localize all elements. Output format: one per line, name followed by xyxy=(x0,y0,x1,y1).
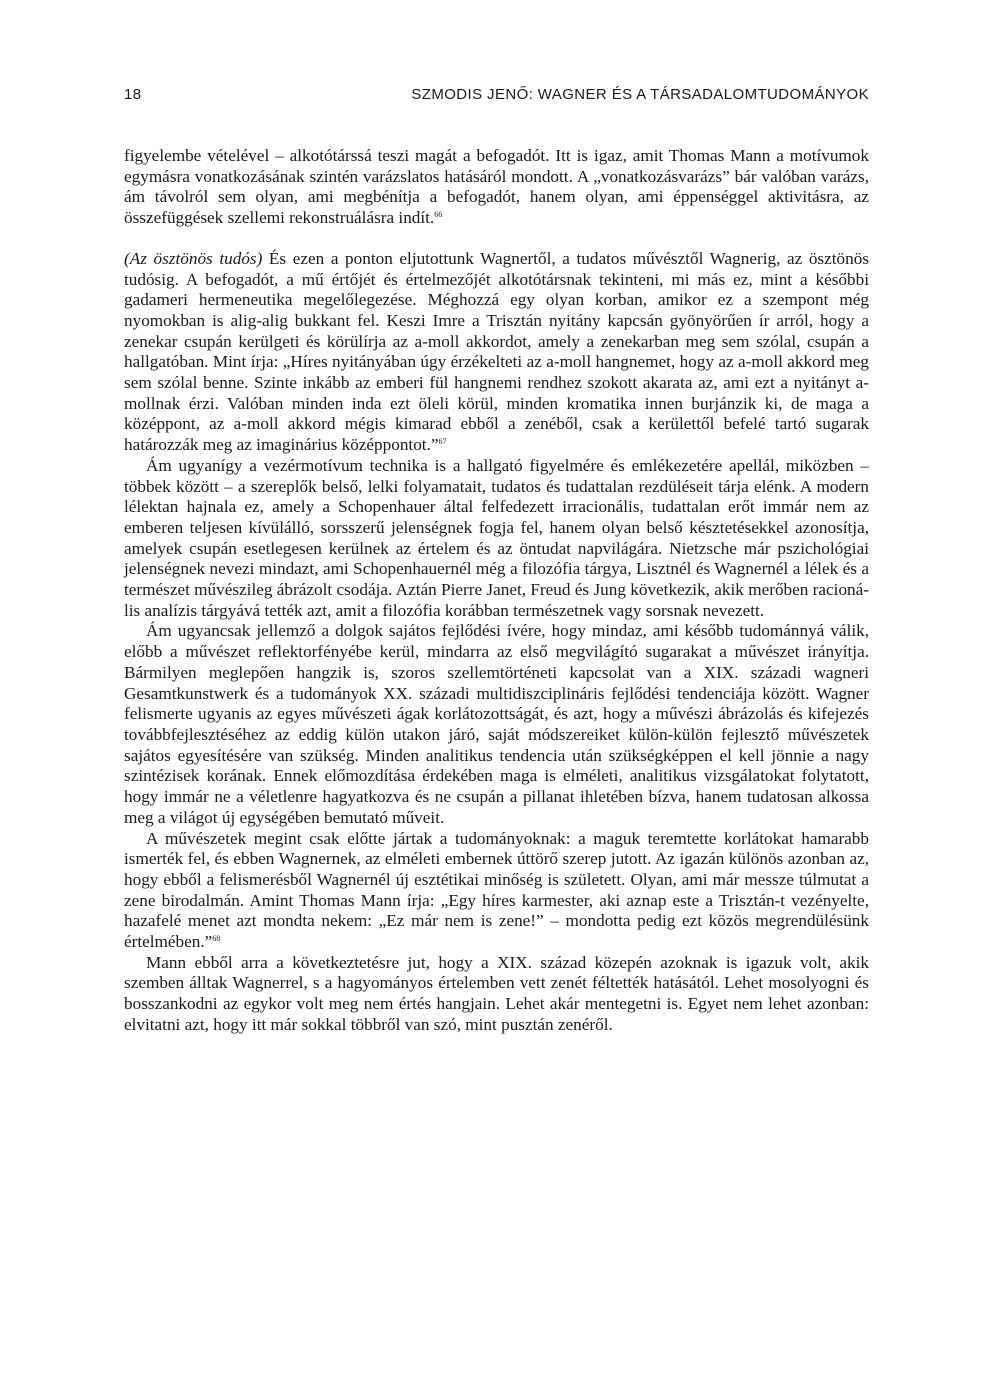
footnote-ref: 66 xyxy=(434,210,443,220)
paragraph xyxy=(124,953,869,1036)
page-number: 18 xyxy=(124,86,142,103)
footnote-ref: 68 xyxy=(212,934,221,944)
page-header xyxy=(124,86,869,108)
paragraph xyxy=(124,621,869,828)
running-head: SZMODIS JENŐ: WAGNER ÉS A TÁRSADALOMTUDOMÁNYOK xyxy=(411,86,869,103)
paragraph xyxy=(124,829,869,953)
paragraph xyxy=(124,146,869,229)
paragraph-text: A művészetek megint csak előtte jártak a tudományoknak: a maguk teremtette korlátokat hamarabb ismerték fel, és ebben Wagnernek, az elméleti embernek úttörő szerep jutott. Az igazán különös azonban az, hogy ebből a felismerésből Wagnernél új esztétikai minőség is született. Olyan, ami már messze túlmutat a zene birodalmán. Amint Thomas Mann írja: „Egy híres karmester, aki aznap este a Trisztán-t vezényelte, hazafelé menet azt mondta nekem: „Ez már nem is zene!” – mondotta pedig ezt közös megrendülésünk értelmében.” xyxy=(124,828,869,952)
paragraph-text: figyelembe vételével – alkotótárssá teszi magát a befogadót. Itt is igaz, amit Thomas Mann a motívumok egymásra vonatkozásának szintén varázslatos hatásáról mondott. A „vonatkozásvarázs” bár valóban varázs, ám távolról sem olyan, ami megbénítja a befogadót, hanem olyan, ami éppenséggel aktivitásra, az összefüggések szellemi rekonstruálásra indít. xyxy=(124,146,869,228)
section-heading: (Az ösztönös tudós) xyxy=(124,248,263,268)
paragraph-text: Ám ugyanígy a vezérmotívum technika is a hallgató figyelmére és emlékezetére apellál, miközben – többek között – a szereplők belső, lelki folyamatait, tudatos és tudattalan rezdüléseit tárja elénk. A modern lélektan hajnala ez, amely a Schopenhauer által felfedezett irracionális, tudattalan erőt immár nem az emberen teljesen kívülálló, sorsszerű jelenségnek fogja fel, hanem olyan belső késztetésekkel azonosítja, amelyek csupán esetlegesen kerülnek az értelem és az öntudat napvilágára. Nietzsche már pszichológiai jelenségnek nevezi mindazt, ami Schopenhauernél még a filozófia tárgya, Lisztnél és Wagnernél a lélek és a természet művészileg ábrázolt csodája. Aztán Pierre Janet, Freud és Jung következik, akik merőben racionális analízis tárgyává tették azt, amit a filozófia korábban természetnek vagy sorsnak nevezett. xyxy=(124,455,869,620)
paragraph-text: Ám ugyancsak jellemző a dolgok sajátos fejlődési ívére, hogy mindaz, ami később tudománnyá válik, előbb a művészet reflektorfényébe kerül, mindarra az első megvilágító sugarakat a művészet irányítja. Bármilyen meglepően hangzik is, szoros szellemtörténeti kapcsolat van a XIX. századi wagneri Gesamtkunstwerk és a tudományok XX. századi multidiszciplináris fejlődési tendenciája között. Wagner felismerte ugyanis az egyes művészeti ágak korlátozottságát, és azt, hogy a művészi ábrázolás és kifejezés továbbfejlesztéséhez az eddig külön utakon járó, saját módszereiket külön-külön fejlesztő művészetek sajátos egyesítésére van szükség. Minden analitikus tendencia után szükségképpen el kell jönnie a nagy szintézisek korának. Ennek előmozdítása érdekében maga is elméleti, analitikus vizsgálatokat folytatott, hogy immár ne a véletlenre hagyatkozva és ne csupán a pillanat ihletében bízva, hanem tudatosan alkossa meg a világot új egységében bemutató műveit. xyxy=(124,621,869,827)
body-text xyxy=(124,146,869,1036)
paragraph-text: És ezen a ponton eljutottunk Wagnertől, a tudatos művésztől Wagnerig, az ösztönös tudósig. A befogadót, a mű értőjét és értelmezőjét alkotótársnak tekinteni, mi más ez, mint a későbbi gadameri hermeneutika megelőlegezése. Méghozzá egy olyan korban, amikor ez a szempont még nyomokban is alig-alig bukkant fel. Keszi Imre a Trisztán nyitány kapcsán gyönyörűen ír arról, hogy a zenekar csupán kerülgeti és körülírja az a-moll akkordot, amely a zenekarban meg sem szólal, csupán a hallgatóban. Mint írja: „Híres nyitányában úgy érzékelteti az a-moll hangnemet, hogy az a-moll akkord meg sem szólal benne. Szinte inkább az emberi fül hangnemi rendhez szokott akarata az, ami ezt a nyitányt a-mollnak érzi. Valóban minden inda ezt öleli körül, minden kromatika innen burjánzik ki, de maga a középpont, az a-moll akkord mégis kimarad ebből a zenéből, csak a kerülettől befelé tartó sugarak határozzák meg az imaginárius középpontot.” xyxy=(124,248,869,455)
footnote-ref: 67 xyxy=(438,437,447,447)
paragraph xyxy=(124,456,869,622)
paragraph-text: Mann ebből arra a következtetésre jut, hogy a XIX. század közepén azoknak is igazuk volt, akik szemben álltak Wagnerrel, s a hagyományos értelemben vett zenét féltették hatásától. Lehet mosolyogni és bosszankodni az egykor volt meg nem értés hangjain. Lehet akár mentegetni is. Egyet nem lehet azonban: elvitatni azt, hogy itt már sokkal többről van szó, mint pusztán zenéről. xyxy=(124,952,869,1034)
paragraph xyxy=(124,249,869,456)
